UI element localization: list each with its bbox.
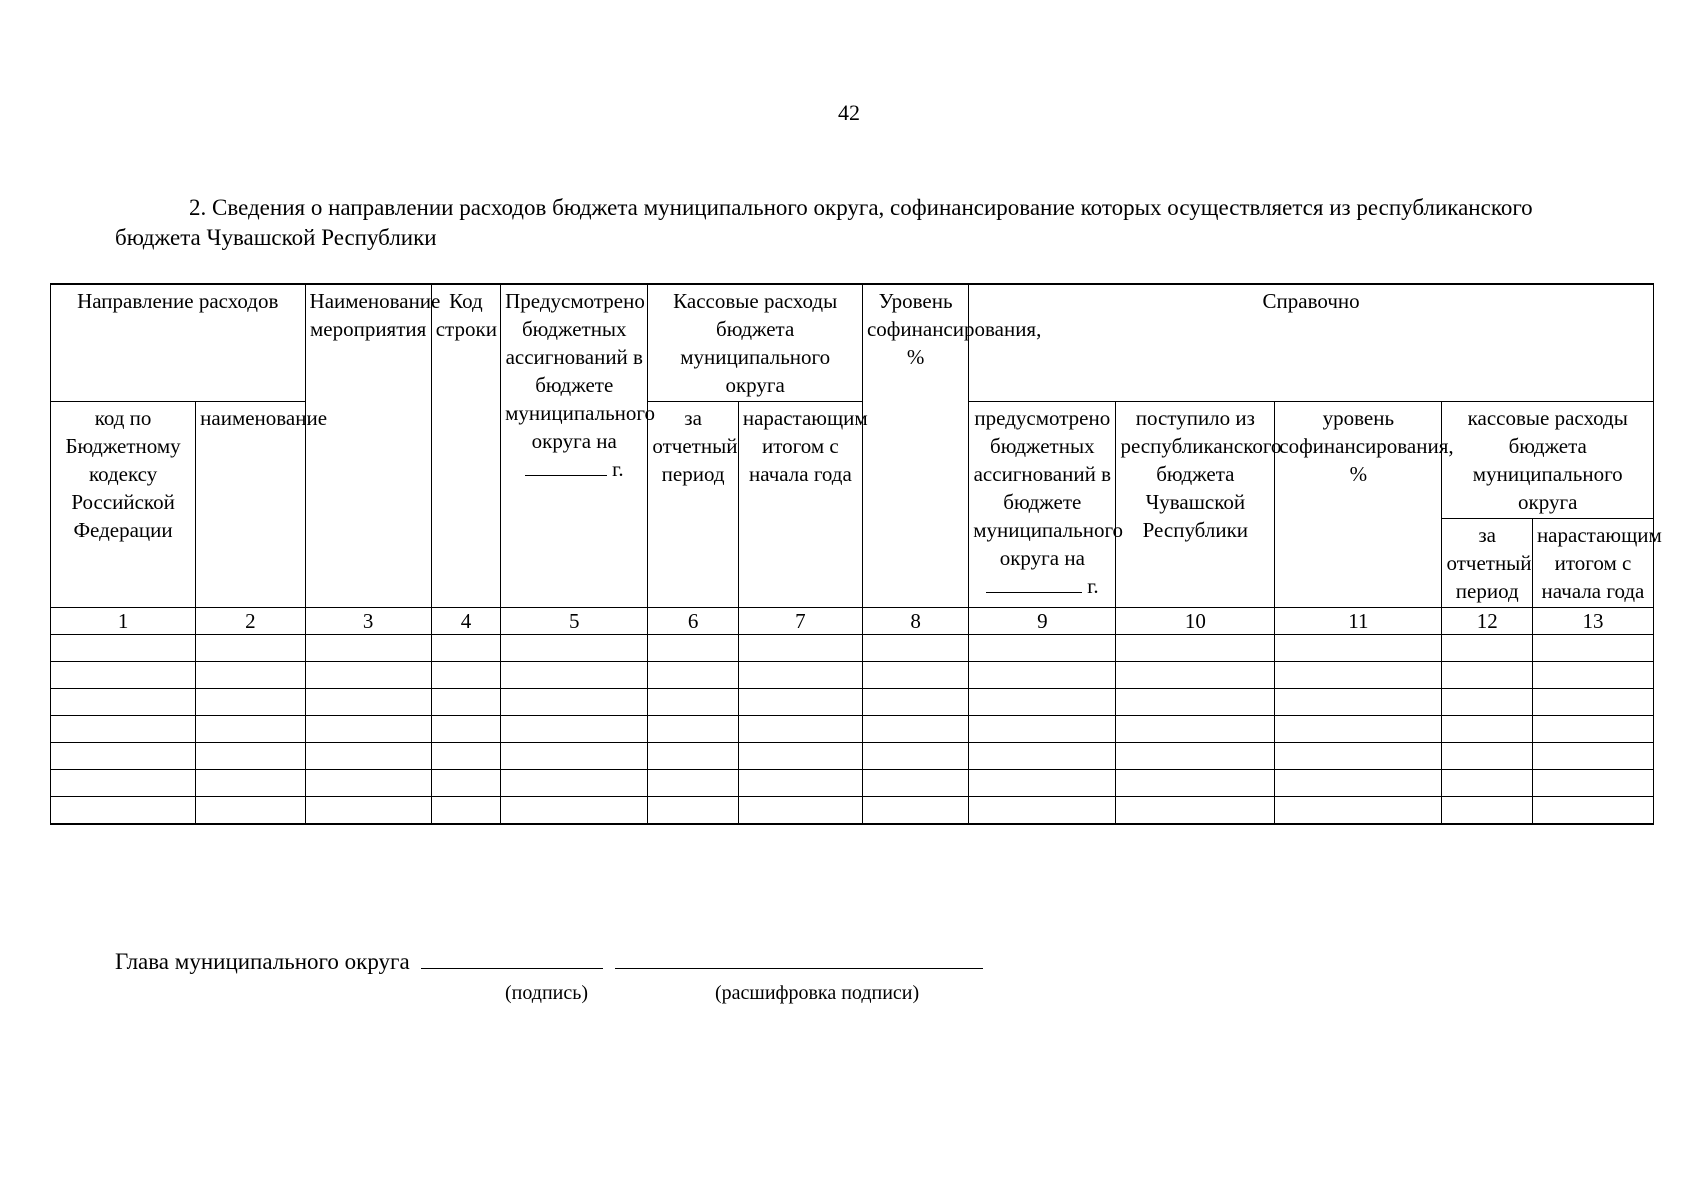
table-cell xyxy=(501,635,648,662)
table-cell xyxy=(862,662,968,689)
table-cell xyxy=(862,743,968,770)
header-ref-planned xyxy=(969,402,1124,608)
column-number: 10 xyxy=(1116,608,1275,635)
table-cell xyxy=(51,716,196,743)
table-cell xyxy=(51,770,196,797)
table-cell xyxy=(862,635,968,662)
ref-planned-year-blank xyxy=(986,574,1082,593)
header-row-1 xyxy=(51,284,1654,402)
column-number-row xyxy=(51,608,1654,635)
table-cell xyxy=(648,797,738,825)
table-cell xyxy=(738,635,862,662)
header-row-2 xyxy=(51,402,1654,519)
table-cell xyxy=(862,689,968,716)
table-cell xyxy=(648,662,738,689)
empty-rows xyxy=(51,635,1654,825)
table-cell xyxy=(196,716,305,743)
table-cell xyxy=(648,743,738,770)
table-cell xyxy=(305,689,431,716)
table-cell xyxy=(51,635,196,662)
table-cell xyxy=(1532,689,1653,716)
header-reference: Справочно xyxy=(969,284,1654,402)
table-row xyxy=(51,635,1654,662)
table-cell xyxy=(648,689,738,716)
planned-year-blank xyxy=(525,457,607,476)
table-cell xyxy=(1275,743,1442,770)
header-planned-allocations xyxy=(501,284,656,608)
header-ref-cash-cumulative: нарастающим итогом с начала года xyxy=(1532,519,1653,608)
column-number: 1 xyxy=(51,608,196,635)
table-cell xyxy=(431,797,500,825)
page-number: 42 xyxy=(838,100,860,125)
table-cell xyxy=(196,662,305,689)
signature-label: Глава муниципального округа xyxy=(115,949,410,974)
table-cell xyxy=(51,662,196,689)
table-cell xyxy=(862,770,968,797)
table-cell xyxy=(431,662,500,689)
header-ref-level: уровень софинансирования, % xyxy=(1275,402,1442,608)
table-row xyxy=(51,689,1654,716)
table-row xyxy=(51,797,1654,825)
table-cell xyxy=(738,716,862,743)
table-cell xyxy=(1275,797,1442,825)
table-row xyxy=(51,770,1654,797)
table-cell xyxy=(862,716,968,743)
table-cell xyxy=(1116,689,1275,716)
table-cell xyxy=(305,770,431,797)
header-ref-planned-suffix: г. xyxy=(1087,574,1099,598)
table-cell xyxy=(1442,770,1532,797)
signature-decoding-line xyxy=(615,946,983,969)
table-cell xyxy=(1442,662,1532,689)
table-cell xyxy=(1116,743,1275,770)
signature-line xyxy=(421,946,603,969)
table-cell xyxy=(969,770,1116,797)
table-cell xyxy=(1116,716,1275,743)
table-cell xyxy=(738,743,862,770)
table-cell xyxy=(431,743,500,770)
table-cell xyxy=(738,662,862,689)
section-heading: 2. Сведения о направлении расходов бюджета муниципального округа, софинансирование которых осуществляется из республиканского бюджета Чувашской Республики xyxy=(115,195,1533,250)
signature-block xyxy=(115,946,983,977)
table-cell xyxy=(1442,689,1532,716)
table-cell xyxy=(501,689,648,716)
table-cell xyxy=(969,716,1116,743)
column-number: 2 xyxy=(196,608,305,635)
column-number: 12 xyxy=(1442,608,1532,635)
header-ref-planned-text: предусмотрено бюджетных ассигнований в бюджете муниципального округа на xyxy=(973,406,1124,570)
table-cell xyxy=(196,635,305,662)
signature-caption: (подпись) xyxy=(505,982,589,1004)
table-cell xyxy=(738,770,862,797)
table-cell xyxy=(738,797,862,825)
header-ref-cash: кассовые расходы бюджета муниципального округа xyxy=(1442,402,1654,519)
table-cell xyxy=(648,635,738,662)
table-cell xyxy=(969,797,1116,825)
table-cell xyxy=(1275,662,1442,689)
table-cell xyxy=(1275,770,1442,797)
header-direction-name: наименование xyxy=(196,402,305,608)
table-cell xyxy=(501,797,648,825)
column-number: 5 xyxy=(501,608,648,635)
column-number: 6 xyxy=(648,608,738,635)
table-cell xyxy=(1116,635,1275,662)
header-budget-code: код по Бюджетному кодексу Российской Федерации xyxy=(51,402,196,608)
table-cell xyxy=(1442,635,1532,662)
table-cell xyxy=(305,716,431,743)
column-number: 4 xyxy=(431,608,500,635)
table-cell xyxy=(969,635,1116,662)
table-cell xyxy=(501,743,648,770)
table-cell xyxy=(51,797,196,825)
table-cell xyxy=(431,689,500,716)
table-cell xyxy=(305,635,431,662)
table-cell xyxy=(1532,662,1653,689)
table-cell xyxy=(1532,743,1653,770)
table-cell xyxy=(1116,797,1275,825)
column-number: 8 xyxy=(862,608,968,635)
table-cell xyxy=(862,797,968,825)
header-cash-cumulative: нарастающим итогом с начала года xyxy=(738,402,862,608)
table-cell xyxy=(1442,797,1532,825)
table-cell xyxy=(1532,797,1653,825)
table-cell xyxy=(196,743,305,770)
table-cell xyxy=(1116,662,1275,689)
header-row-code: Код строки xyxy=(431,284,500,608)
table-cell xyxy=(969,689,1116,716)
table-cell xyxy=(501,662,648,689)
table-cell xyxy=(431,635,500,662)
table-row xyxy=(51,743,1654,770)
table-cell xyxy=(51,689,196,716)
table-cell xyxy=(648,770,738,797)
table-cell xyxy=(969,743,1116,770)
header-cofinancing-level: Уровень софинансирования, % xyxy=(862,284,968,608)
table-row xyxy=(51,662,1654,689)
table-cell xyxy=(1116,770,1275,797)
table-cell xyxy=(1442,716,1532,743)
table-cell xyxy=(1442,743,1532,770)
table-cell xyxy=(1275,689,1442,716)
table-cell xyxy=(1275,716,1442,743)
table-cell xyxy=(196,770,305,797)
table-cell xyxy=(1532,635,1653,662)
table-cell xyxy=(196,797,305,825)
header-planned-suffix: г. xyxy=(612,457,624,481)
table-cell xyxy=(196,689,305,716)
header-cash-period: за отчетный период xyxy=(648,402,738,608)
table-cell xyxy=(431,770,500,797)
header-ref-cash-period: за отчетный период xyxy=(1442,519,1532,608)
table-cell xyxy=(1275,635,1442,662)
table-cell xyxy=(305,743,431,770)
column-number: 13 xyxy=(1532,608,1653,635)
table-cell xyxy=(648,716,738,743)
table-cell xyxy=(1532,770,1653,797)
header-direction: Направление расходов xyxy=(51,284,306,402)
table-cell xyxy=(1532,716,1653,743)
table-cell xyxy=(738,689,862,716)
signature-decoding-caption: (расшифровка подписи) xyxy=(715,982,920,1004)
header-ref-received: поступило из республиканского бюджета Чувашской Республики xyxy=(1116,402,1275,608)
table-cell xyxy=(969,662,1116,689)
header-cash-expenses: Кассовые расходы бюджета муниципального округа xyxy=(648,284,863,402)
column-number: 11 xyxy=(1275,608,1442,635)
header-event-name: Наименование мероприятия xyxy=(305,284,431,608)
table-cell xyxy=(305,662,431,689)
table-cell xyxy=(305,797,431,825)
report-table xyxy=(50,283,1662,825)
table-row xyxy=(51,716,1654,743)
column-number: 7 xyxy=(738,608,862,635)
table-cell xyxy=(501,770,648,797)
table-cell xyxy=(431,716,500,743)
table-cell xyxy=(501,716,648,743)
header-planned-text: Предусмотрено бюджетных ассигнований в бюджете муниципального округа на xyxy=(505,289,656,453)
column-number: 3 xyxy=(305,608,431,635)
column-number: 9 xyxy=(969,608,1116,635)
table-cell xyxy=(51,743,196,770)
